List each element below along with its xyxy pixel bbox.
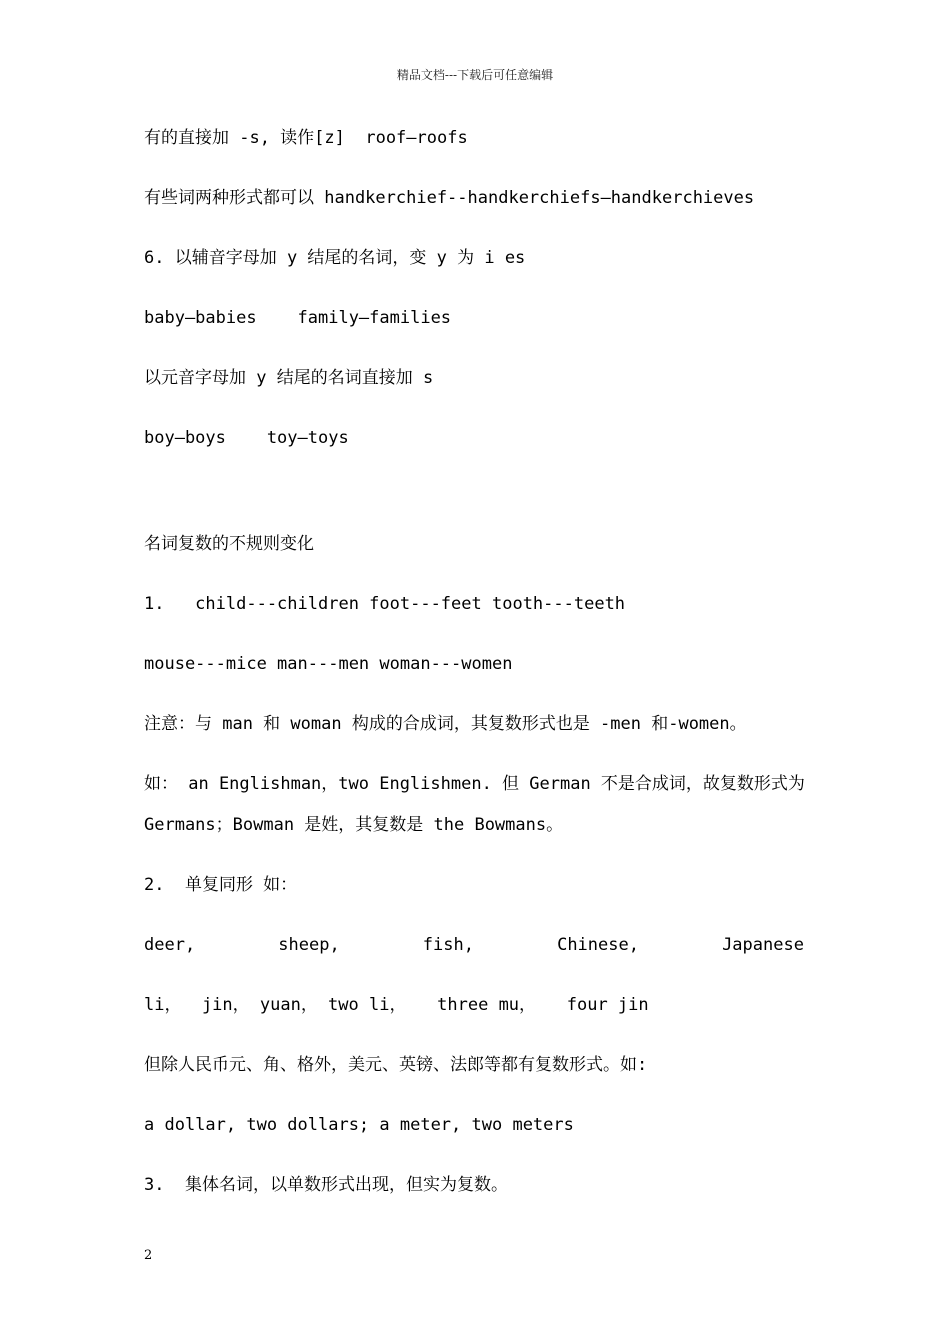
word-sheep: sheep, — [278, 935, 340, 955]
text-line-rule-3: 3. 集体名词，以单数形式出现，但实为复数。 — [144, 1175, 508, 1195]
text-line-mouse-man-woman: mouse---mice man---men woman---women — [144, 654, 513, 674]
text-line-boy-toy: boy—boys toy—toys — [144, 428, 349, 448]
same-form-word-row — [144, 934, 804, 956]
text-line-englishman: 如： an Englishman，two Englishmen. 但 German 不是合成词，故复数形式为 — [144, 774, 805, 794]
page-header: 精品文档---下载后可任意编辑 — [396, 68, 554, 82]
text-line-currency-note: 但除人民币元、角、格外，美元、英镑、法郎等都有复数形式。如: — [144, 1055, 648, 1075]
word-deer: deer, — [144, 935, 196, 955]
text-line-direct-s: 有的直接加 -s, 读作[z] roof—roofs — [144, 128, 468, 148]
text-line-dollar-meter: a dollar, two dollars; a meter, two meters — [144, 1115, 574, 1135]
text-line-baby-family: baby—babies family—families — [144, 308, 452, 328]
text-line-li-jin-yuan: li， jin， yuan， two li， three mu， four jin — [144, 995, 649, 1015]
text-line-vowel-y: 以元音字母加 y 结尾的名词直接加 s — [144, 368, 434, 388]
text-line-rule-2: 2. 单复同形 如： — [144, 875, 298, 895]
text-line-child-foot-tooth: 1. child---children foot---feet tooth---teeth — [144, 594, 626, 614]
word-fish: fish, — [422, 935, 474, 955]
word-chinese: Chinese, — [557, 935, 639, 955]
word-japanese: Japanese — [722, 935, 804, 955]
section-heading-irregular: 名词复数的不规则变化 — [144, 534, 314, 554]
text-line-rule-6: 6. 以辅音字母加 y 结尾的名词，变 y 为 i es — [144, 248, 526, 268]
page-number: 2 — [144, 1248, 153, 1263]
text-line-two-forms: 有些词两种形式都可以 handkerchief--handkerchiefs—handkerchieves — [144, 188, 755, 208]
text-line-germans-bowman: Germans；Bowman 是姓，其复数是 the Bowmans。 — [144, 815, 564, 835]
text-line-note-compound: 注意：与 man 和 woman 构成的合成词，其复数形式也是 -men 和-women。 — [144, 714, 747, 734]
